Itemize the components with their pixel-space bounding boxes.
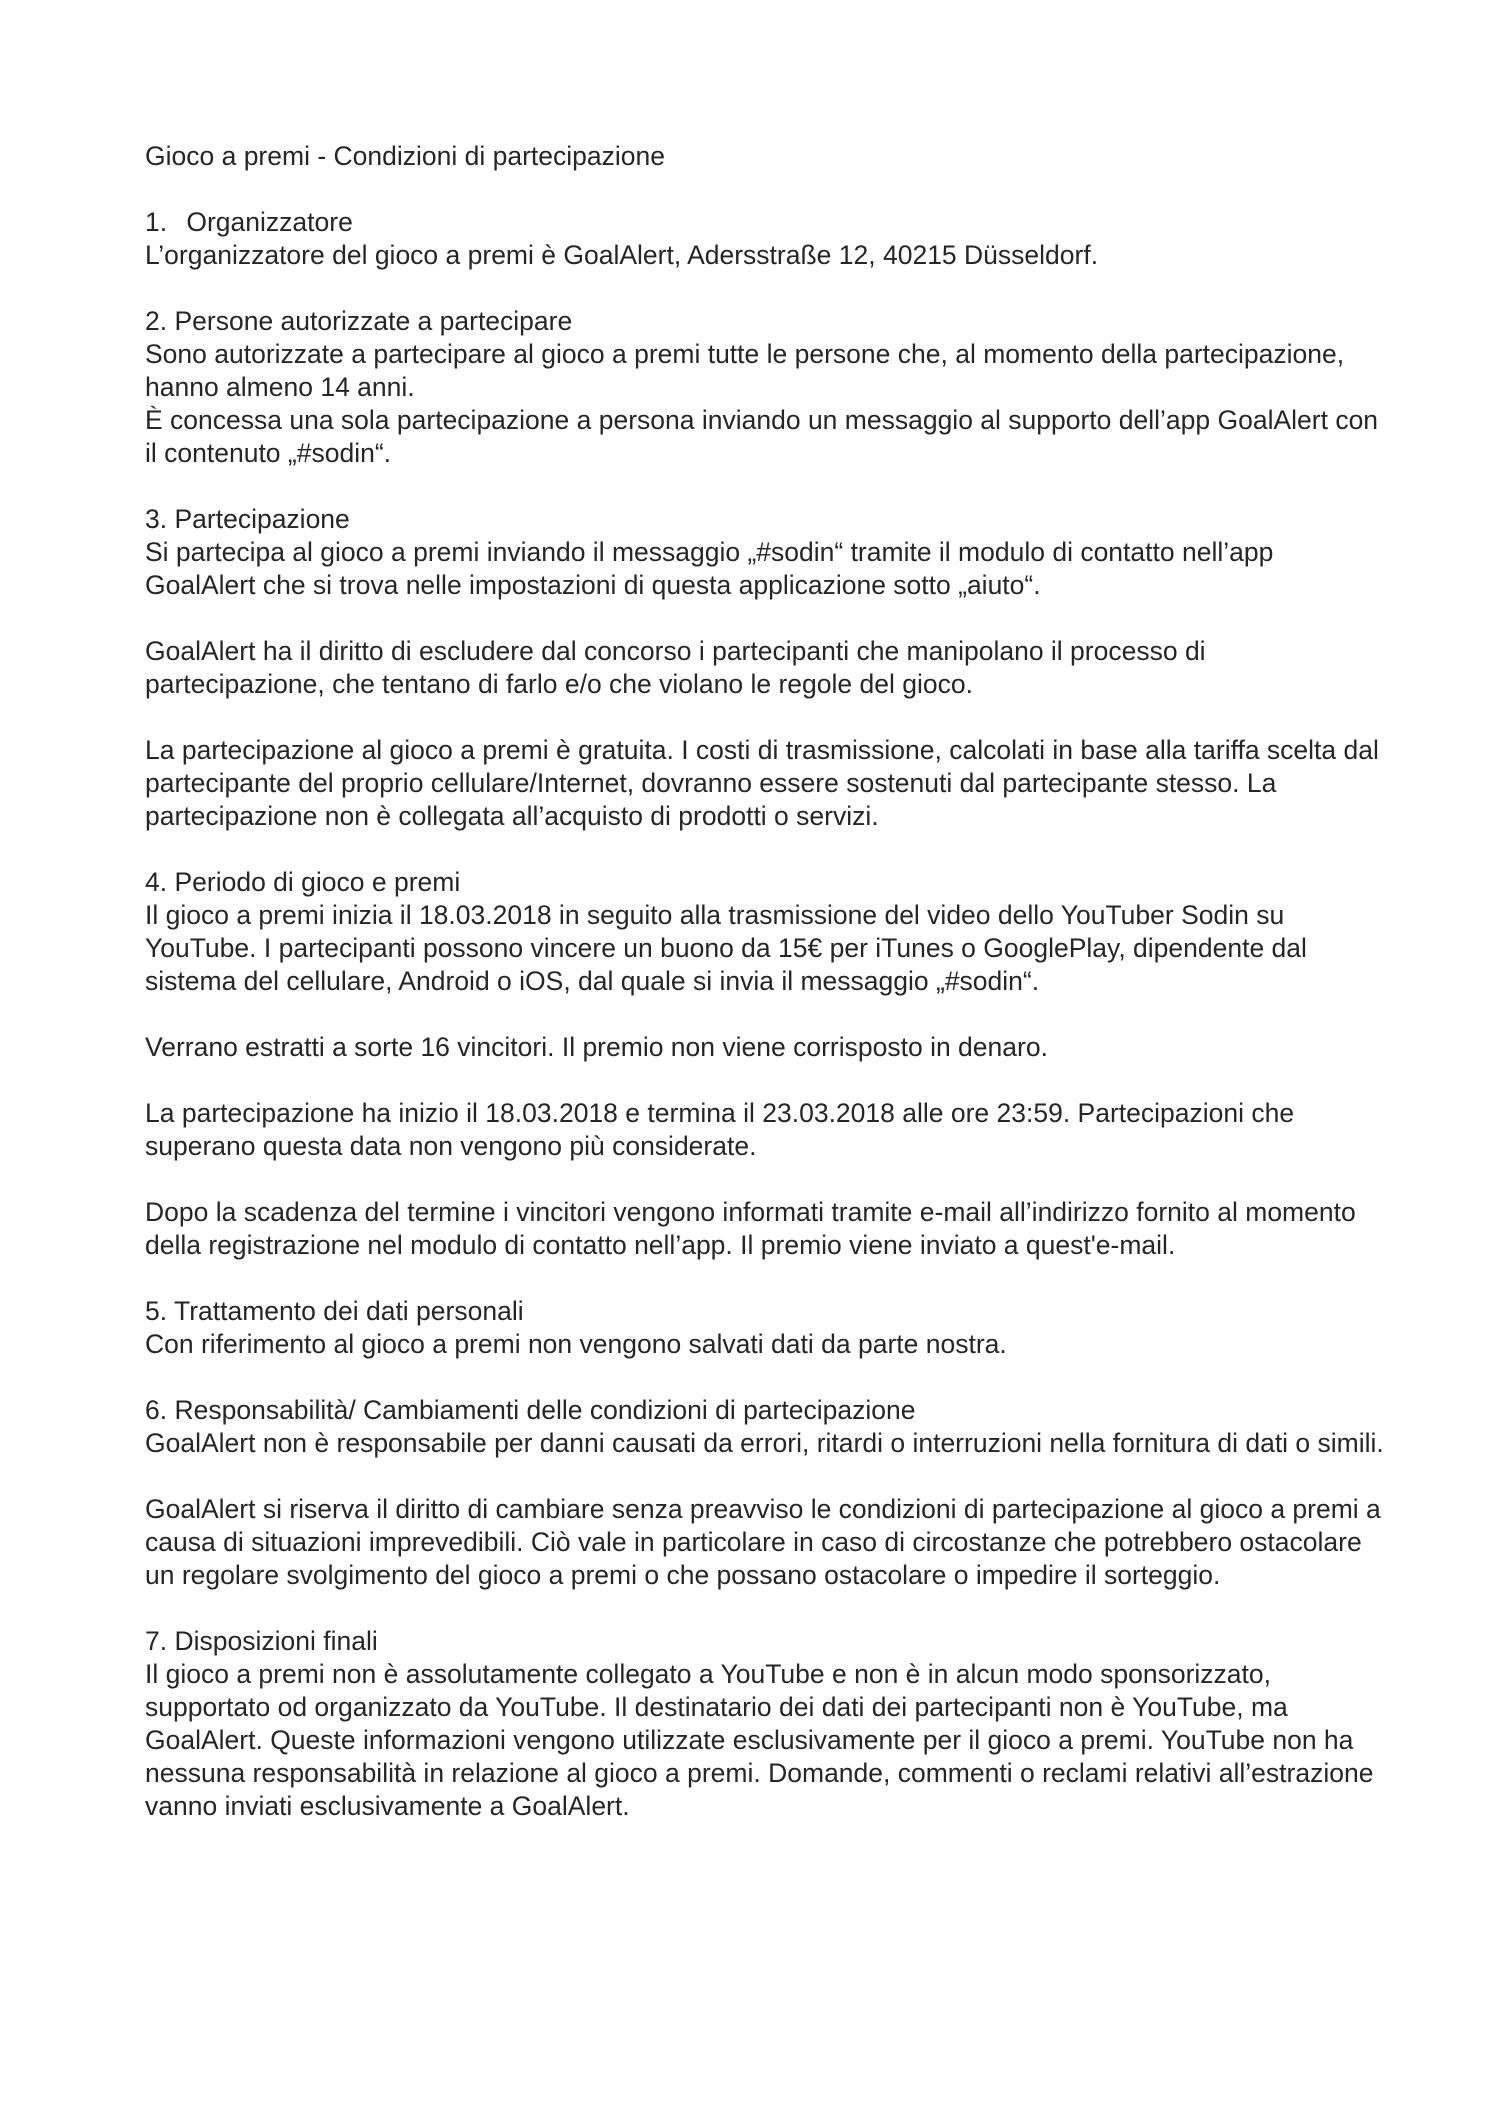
paragraph: Il gioco a premi inizia il 18.03.2018 in seguito alla trasmissione del video dello YouTuber Sodin su YouTube. I partecipanti possono vincere un buono da 15€ per iTunes o GooglePlay, dipendente dal sistema del cellulare, Android o iOS, dal quale si invia il messaggio „#sodin“. xyxy=(145,900,1307,996)
section-heading-text: Responsabilità/ Cambiamenti delle condizioni di partecipazione xyxy=(174,1395,916,1425)
section-number: 5. xyxy=(145,1296,168,1326)
paragraph: La partecipazione ha inizio il 18.03.2018 e termina il 23.03.2018 alle ore 23:59. Partecipazioni che superano questa data non vengono più considerate. xyxy=(145,1098,1295,1161)
paragraph: Verrano estratti a sorte 16 vincitori. Il premio non viene corrisposto in denaro. xyxy=(145,1032,1048,1062)
section-number: 1. xyxy=(145,207,168,237)
section-trattamento-dati xyxy=(145,1295,1385,1361)
section-heading-text: Persone autorizzate a partecipare xyxy=(174,306,573,336)
section-periodo-di-gioco xyxy=(145,866,1385,1262)
section-disposizioni-finali xyxy=(145,1625,1385,1823)
section-heading xyxy=(145,1625,1385,1658)
section-heading xyxy=(145,866,1385,899)
paragraph: Con riferimento al gioco a premi non vengono salvati dati da parte nostra. xyxy=(145,1329,1007,1359)
section-heading xyxy=(145,305,1385,338)
section-number: 6. xyxy=(145,1395,168,1425)
section-heading xyxy=(145,503,1385,536)
section-number: 4. xyxy=(145,867,168,897)
paragraph: Dopo la scadenza del termine i vincitori vengono informati tramite e-mail all’indirizzo fornito al momento della registrazione nel modulo di contatto nell’app. Il premio viene inviato a quest'e-mail. xyxy=(145,1197,1356,1260)
paragraph: GoalAlert ha il diritto di escludere dal concorso i partecipanti che manipolano il processo di partecipazione, che tentano di farlo e/o che violano le regole del gioco. xyxy=(145,636,1206,699)
paragraph: Sono autorizzate a partecipare al gioco a premi tutte le persone che, al momento della partecipazione, hanno almeno 14 anni. xyxy=(145,339,1345,402)
section-heading xyxy=(145,1394,1385,1427)
section-number: 3. xyxy=(145,504,168,534)
paragraph: GoalAlert non è responsabile per danni causati da errori, ritardi o interruzioni nella fornitura di dati o simili. xyxy=(145,1428,1384,1458)
section-persone-autorizzate xyxy=(145,305,1385,470)
section-heading-text: Disposizioni finali xyxy=(174,1626,378,1656)
section-heading xyxy=(145,1295,1385,1328)
section-number: 2. xyxy=(145,306,168,336)
document-title: Gioco a premi - Condizioni di partecipazione xyxy=(145,141,665,171)
section-organizzatore xyxy=(145,206,1385,272)
section-heading xyxy=(145,206,1385,239)
section-partecipazione xyxy=(145,503,1385,833)
section-heading-text: Organizzatore xyxy=(186,207,353,237)
section-heading-text: Trattamento dei dati personali xyxy=(174,1296,524,1326)
paragraph: Il gioco a premi non è assolutamente collegato a YouTube e non è in alcun modo sponsorizzato, supportato od organizzato da YouTube. Il destinatario dei dati dei partecipanti non è YouTube, ma GoalAlert. Queste informazioni vengono utilizzate esclusivamente per il gioco a premi. YouTube non ha nessuna responsabilità in relazione al gioco a premi. Domande, commenti o reclami relativi all’estrazione vanno inviati esclusivamente a GoalAlert. xyxy=(145,1659,1374,1821)
paragraph: L’organizzatore del gioco a premi è GoalAlert, Adersstraße 12, 40215 Düsseldorf. xyxy=(145,240,1099,270)
paragraph: La partecipazione al gioco a premi è gratuita. I costi di trasmissione, calcolati in base alla tariffa scelta dal partecipante del proprio cellulare/Internet, dovranno essere sostenuti dal partecipante stesso. La partecipazione non è collegata all’acquisto di prodotti o servizi. xyxy=(145,735,1379,831)
section-heading-text: Periodo di gioco e premi xyxy=(174,867,461,897)
paragraph: È concessa una sola partecipazione a persona inviando un messaggio al supporto dell’app GoalAlert con il contenuto „#sodin“. xyxy=(145,405,1379,468)
section-heading-text: Partecipazione xyxy=(174,504,350,534)
document-page xyxy=(145,140,1385,1856)
paragraph: Si partecipa al gioco a premi inviando il messaggio „#sodin“ tramite il modulo di contatto nell’app GoalAlert che si trova nelle impostazioni di questa applicazione sotto „aiuto“. xyxy=(145,537,1274,600)
section-number: 7. xyxy=(145,1626,168,1656)
paragraph: GoalAlert si riserva il diritto di cambiare senza preavviso le condizioni di partecipazione al gioco a premi a causa di situazioni imprevedibili. Ciò vale in particolare in caso di circostanze che potrebbero ostacolare un regolare svolgimento del gioco a premi o che possano ostacolare o impedire il sorteggio. xyxy=(145,1494,1381,1590)
section-responsabilita xyxy=(145,1394,1385,1592)
